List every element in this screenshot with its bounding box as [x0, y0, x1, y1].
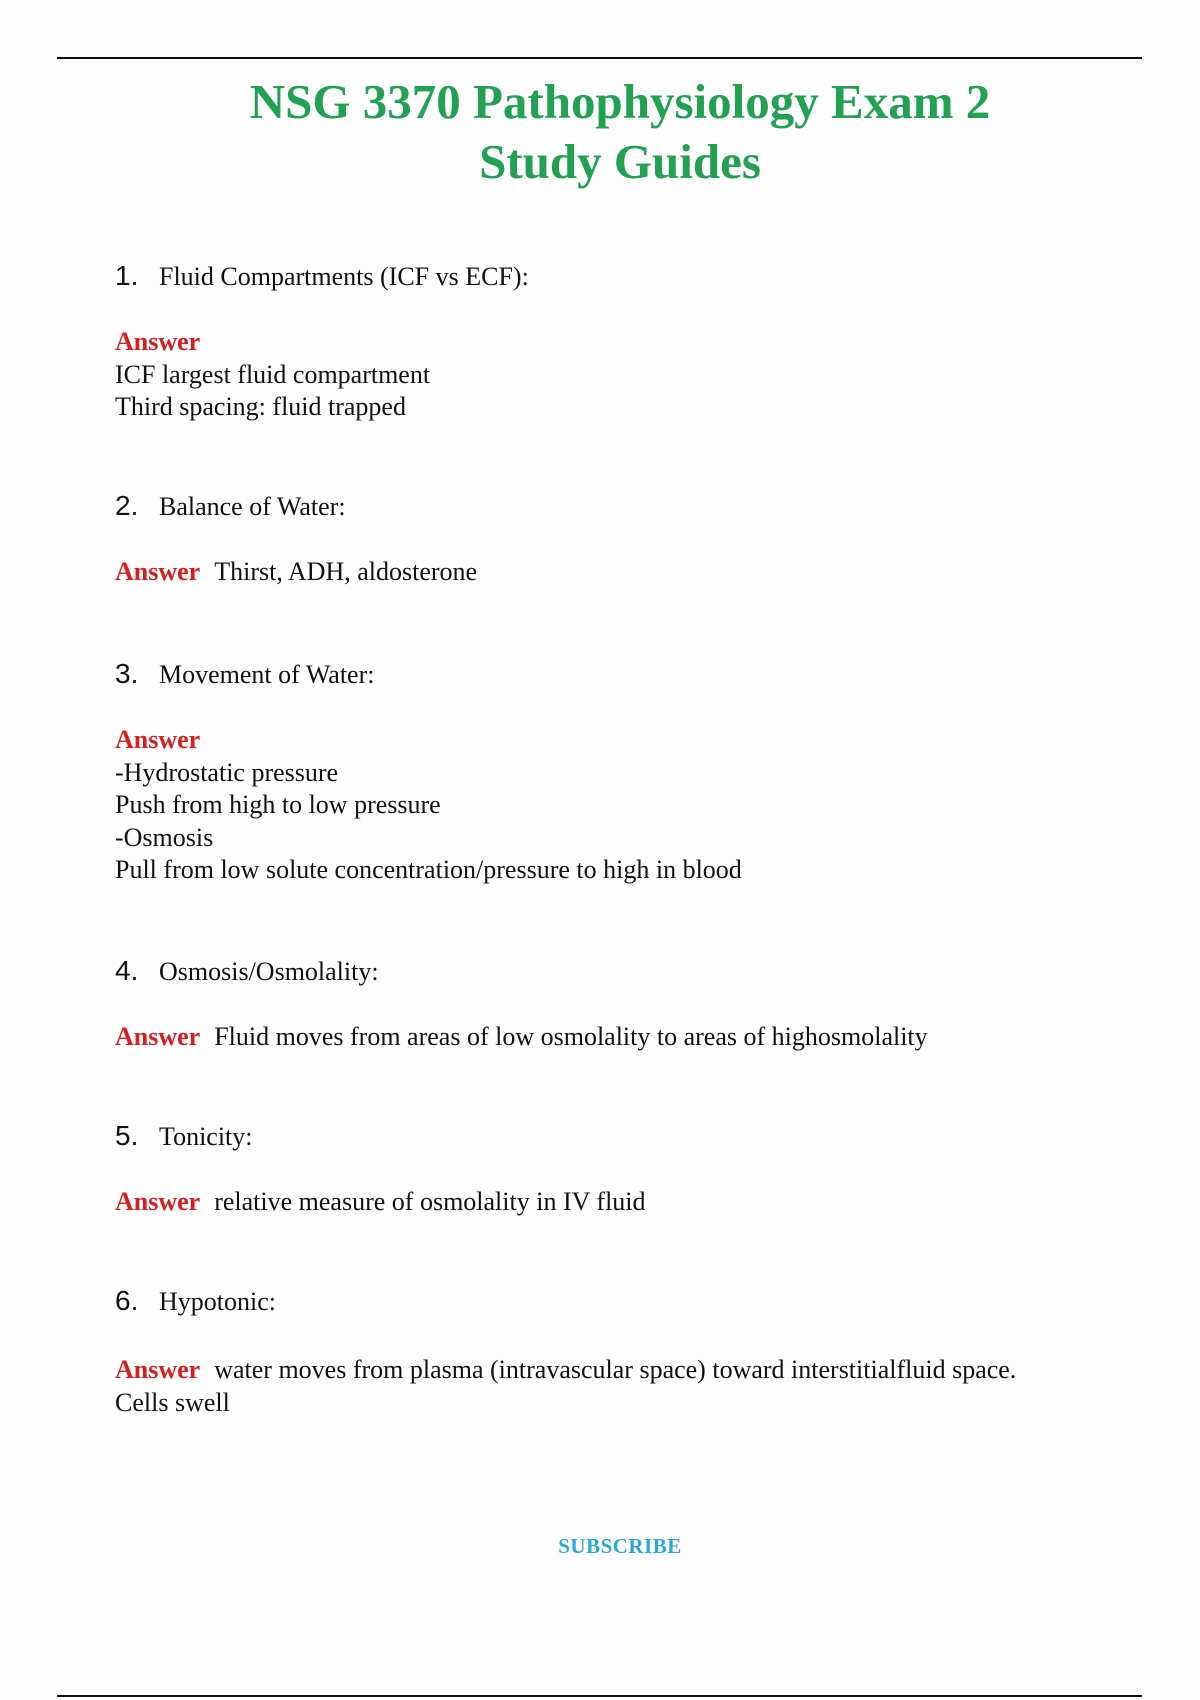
answer-1	[115, 326, 1125, 424]
answer-text: relative measure of osmolality in IV fluid	[214, 1187, 646, 1216]
answer-text: Pull from low solute concentration/pressure to high in blood	[115, 855, 742, 884]
answer-label: Answer	[115, 725, 201, 754]
title-line-2: Study Guides	[479, 134, 761, 189]
question-3	[115, 658, 374, 691]
answer-text: Push from high to low pressure	[115, 790, 441, 819]
question-5	[115, 1120, 253, 1153]
answer-text: Cells swell	[115, 1387, 230, 1417]
subscribe-link[interactable]: SUBSCRIBE	[558, 1534, 682, 1558]
answer-text: Third spacing: fluid trapped	[115, 392, 406, 421]
question-prompt: Tonicity:	[159, 1122, 253, 1151]
answer-label: Answer	[115, 327, 201, 356]
answer-text: ICF largest fluid compartment	[115, 359, 431, 389]
question-number: 3.	[115, 658, 139, 689]
question-prompt: Balance of Water:	[159, 492, 346, 521]
page-title	[0, 72, 1200, 192]
answer-2	[115, 556, 1125, 589]
question-6	[115, 1285, 276, 1318]
answer-4	[115, 1021, 1125, 1054]
question-prompt: Fluid Compartments (ICF vs ECF):	[159, 262, 529, 291]
answer-label: Answer	[115, 1187, 201, 1216]
answer-label: Answer	[115, 1022, 201, 1051]
answer-text: -Osmosis	[115, 822, 214, 852]
answer-5	[115, 1186, 1125, 1219]
question-prompt: Hypotonic:	[159, 1287, 276, 1316]
question-2	[115, 490, 346, 523]
answer-text: Fluid moves from areas of low osmolality to areas of highosmolality	[214, 1022, 928, 1051]
answer-3	[115, 724, 1125, 887]
answer-text: Thirst, ADH, aldosterone	[214, 557, 478, 586]
answer-label: Answer	[115, 1355, 201, 1384]
question-number: 2.	[115, 490, 139, 521]
top-rule	[57, 57, 1142, 59]
answer-text: water moves from plasma (intravascular space) toward interstitialfluid space.	[214, 1355, 1017, 1384]
question-number: 1.	[115, 260, 139, 291]
question-number: 6.	[115, 1285, 139, 1316]
answer-6	[115, 1354, 1125, 1419]
question-1	[115, 260, 529, 293]
question-number: 5.	[115, 1120, 139, 1151]
title-line-1: NSG 3370 Pathophysiology Exam 2	[249, 74, 991, 129]
bottom-rule	[57, 1695, 1142, 1697]
question-prompt: Osmosis/Osmolality:	[159, 957, 379, 986]
question-prompt: Movement of Water:	[159, 660, 375, 689]
answer-label: Answer	[115, 557, 201, 586]
question-4	[115, 955, 379, 988]
question-number: 4.	[115, 955, 139, 986]
answer-text: -Hydrostatic pressure	[115, 757, 339, 787]
